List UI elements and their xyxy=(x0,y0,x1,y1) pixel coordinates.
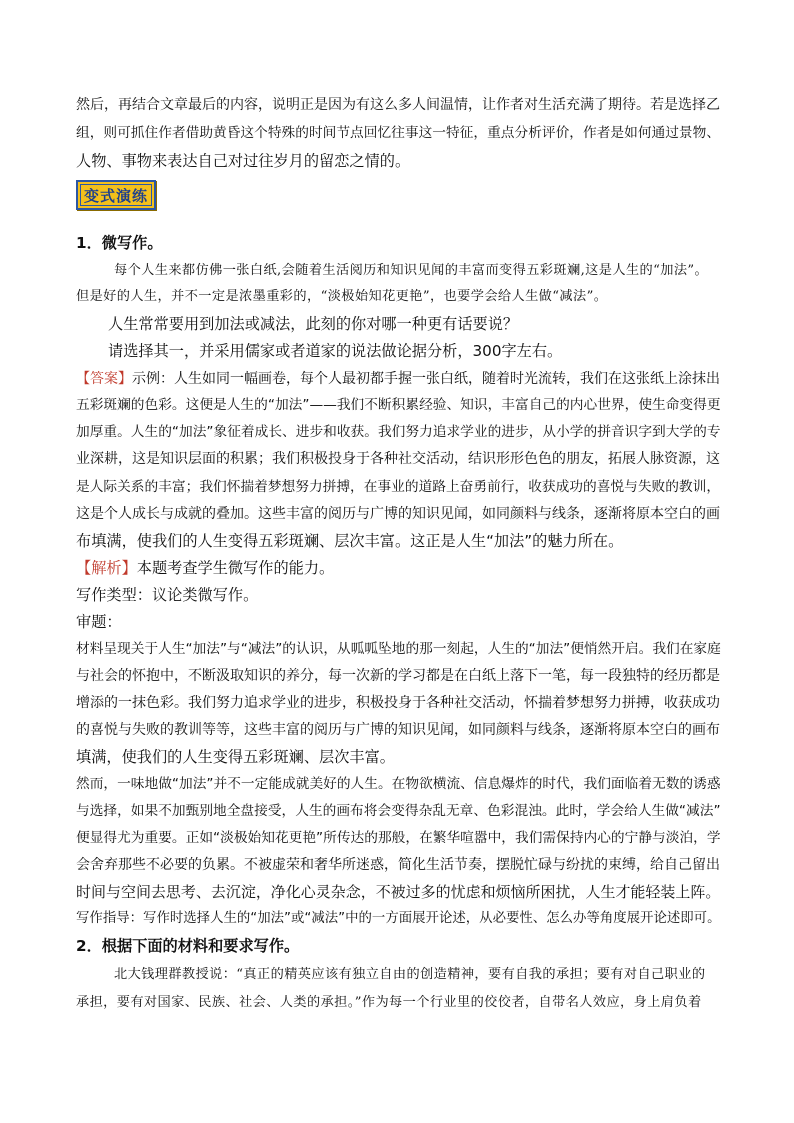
answer-line-3: 加厚重。人生的“加法”象征着成长、进步和收获。我们努力追求学业的进步，从小学的拼音识字到大学的专 xyxy=(76,424,721,440)
q2-material-line-2: 承担，要有对国家、民族、社会、人类的承担。”作为每一个行业里的佼佼者，自带名人效应，身上肩负着 xyxy=(76,995,702,1010)
answer-line-6: 这是个人成长与成就的叠加。这些丰富的阅历与广博的知识见闻，如同颜料与线条，逐渐将原本空白的画 xyxy=(76,506,720,522)
q1-material-line-2: 但是好的人生，并不一定是浓墨重彩的，“淡极始知花更艳”，也要学会给人生做“减法”。 xyxy=(76,289,608,304)
intro-line-2: 组，则可抓住作者借助黄昏这个特殊的时间节点回忆往事这一特征，重点分析评价，作者是如何通过景物、 xyxy=(76,125,721,141)
shenti-line-4: 的喜悦与失败的教训等等，这些丰富的阅历与广博的知识见闻，如同颜料与线条，逐渐将原本空白的画布 xyxy=(76,722,720,738)
question-1-heading: 1．微写作。 xyxy=(76,234,163,252)
section-badge-label: 变式演练 xyxy=(80,184,152,206)
q1-material-line-1: 每个人生来都仿佛一张白纸,会随着生活阅历和知识见闻的丰富而变得五彩斑斓,这是人生的“加法”。 xyxy=(114,263,709,278)
q2-material-line-1: 北大钱理群教授说：“真正的精英应该有独立自由的创造精神，要有自我的承担；要有对自己职业的 xyxy=(114,967,706,982)
shenti-line-2: 与社会的怀抱中，不断汲取知识的养分，每一次新的学习都是在白纸上落下一笔，每一段独特的经历都是 xyxy=(76,668,720,684)
answer-line-1: 示例：人生如同一幅画卷，每个人最初都手握一张白纸，随着时光流转，我们在这张纸上涂抹出 xyxy=(132,371,720,387)
shenti-label: 审题： xyxy=(76,613,122,631)
shenti-line-5: 填满，使我们的人生变得五彩斑斓、层次丰富。 xyxy=(76,748,395,766)
shenti-line-8: 便显得尤为重要。正如“淡极始知花更艳”所传达的那般，在繁华喧嚣中，我们需保持内心的宁静与淡泊，学 xyxy=(76,830,721,846)
analysis-text: 本题考查学生微写作的能力。 xyxy=(136,559,335,577)
intro-line-1: 然后，再结合文章最后的内容，说明正是因为有这么多人间温情，让作者对生活充满了期待。若是选择乙 xyxy=(76,97,720,113)
q1-prompt-line-1: 人生常常要用到加法或减法，此刻的你对哪一种更有话要说？ xyxy=(108,315,519,333)
shenti-line-3: 增添的一抹色彩。我们努力追求学业的进步，积极投身于各种社交活动，怀揣着梦想努力拼搏，收获成功 xyxy=(76,695,720,711)
section-badge xyxy=(76,180,156,210)
shenti-line-6: 然而，一味地做“加法”并不一定能成就美好的人生。在物欲横流、信息爆炸的时代，我们面临着无数的诱惑 xyxy=(76,776,721,792)
answer-line-5: 是人际关系的丰富；我们怀揣着梦想努力拼搏，在事业的道路上奋勇前行，收获成功的喜悦与失败的教训， xyxy=(76,479,721,495)
intro-line-3: 人物、事物来表达自己对过往岁月的留恋之情的。 xyxy=(76,152,411,170)
shenti-line-9: 会舍弃那些不必要的负累。不被虚荣和奢华所迷惑，简化生活节奏，摆脱忙碌与纷扰的束缚，给自己留出 xyxy=(76,857,720,873)
shenti-line-10: 时间与空间去思考、去沉淀，净化心灵杂念，不被过多的忧虑和烦恼所困扰，人生才能轻装上阵。 xyxy=(76,883,721,901)
answer-tag: 【答案】 xyxy=(76,371,132,387)
answer-line-4: 业深耕，这是知识层面的积累；我们积极投身于各种社交活动，结识形形色色的朋友，拓展人脉资源，这 xyxy=(76,451,720,467)
analysis-tag: 【解析】 xyxy=(76,559,137,577)
answer-line-2: 五彩斑斓的色彩。这便是人生的“加法”——我们不断积累经验、知识，丰富自己的内心世界，使生命变得更 xyxy=(76,397,721,413)
shenti-line-1: 材料呈现关于人生“加法”与“减法”的认识，从呱呱坠地的那一刻起，人生的“加法”便悄然开启。我们在家庭 xyxy=(76,641,721,657)
writing-guide-line: 写作指导：写作时选择人生的“加法”或“减法”中的一方面展开论述，从必要性、怎么办等角度展开论述即可。 xyxy=(76,911,721,926)
q1-prompt-line-2: 请选择其一，并采用儒家或者道家的说法做论据分析，300字左右。 xyxy=(108,342,563,360)
shenti-line-7: 与选择，如果不加甄别地全盘接受，人生的画布将会变得杂乱无章、色彩混浊。此时，学会给人生做“减法” xyxy=(76,803,721,819)
question-2-heading: 2．根据下面的材料和要求写作。 xyxy=(76,937,300,955)
answer-line-7: 布填满，使我们的人生变得五彩斑斓、层次丰富。这正是人生“加法”的魅力所在。 xyxy=(76,532,624,550)
writing-type-line: 写作类型：议论类微写作。 xyxy=(76,586,259,604)
